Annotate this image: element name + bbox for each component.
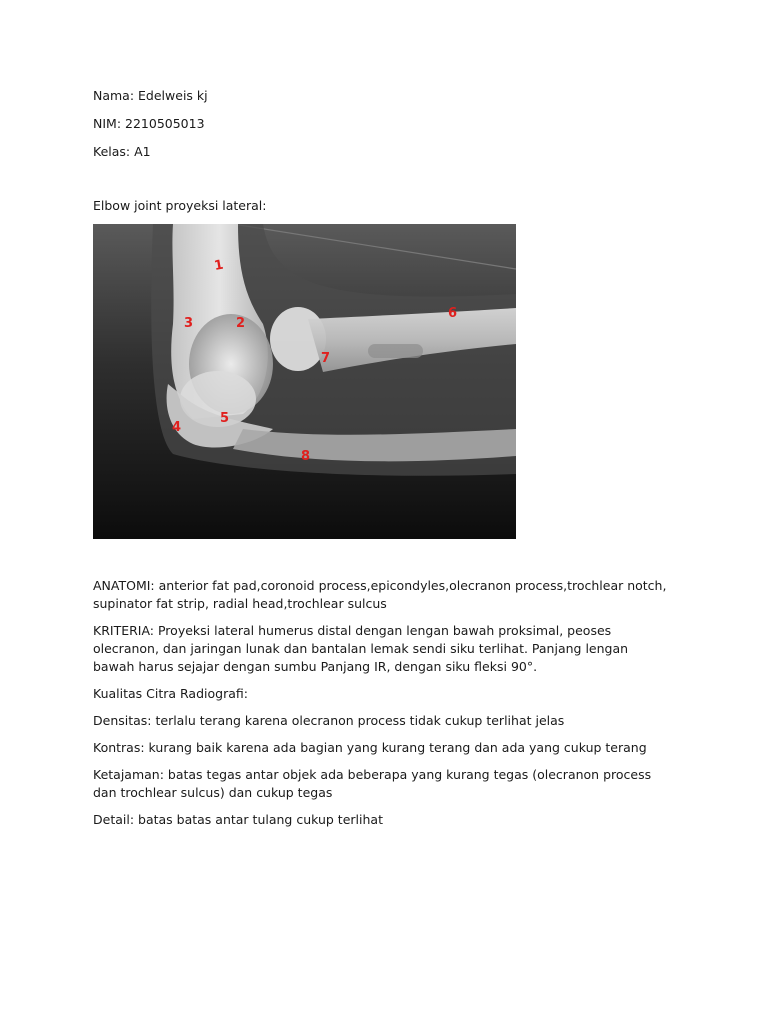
radius-tuberosity <box>368 344 423 358</box>
contrast-text: Kontras: kurang baik karena ada bagian yang kurang terang dan ada yang cukup terang <box>93 740 647 755</box>
sharpness-text: Ketajaman: batas tegas antar objek ada beberapa yang kurang tegas (olecranon process dan trochlear sulcus) dan cukup tegas <box>93 767 652 800</box>
section-title: Elbow joint proyeksi lateral: <box>93 198 267 213</box>
xray-label-4: 4 <box>172 420 182 435</box>
xray-label-5: 5 <box>220 411 230 426</box>
anatomy-text: ANATOMI: anterior fat pad,coronoid process,epicondyles,olecranon process,trochlear notch, supinator fat strip, radial head,trochlear sulcus <box>93 578 667 611</box>
student-name: Nama: Edelweis kj <box>93 88 208 103</box>
xray-label-3: 3 <box>184 316 194 331</box>
elbow-xray-image <box>93 224 516 539</box>
detail-text: Detail: batas batas antar tulang cukup terlihat <box>93 812 383 827</box>
xray-label-8: 8 <box>301 449 311 464</box>
student-class: Kelas: A1 <box>93 144 151 159</box>
xray-label-1: 1 <box>213 257 225 274</box>
xray-label-2: 2 <box>236 316 246 331</box>
density-text: Densitas: terlalu terang karena olecranon process tidak cukup terlihat jelas <box>93 713 565 728</box>
quality-heading: Kualitas Citra Radiografi: <box>93 686 248 701</box>
xray-label-6: 6 <box>448 306 458 321</box>
xray-label-7: 7 <box>321 351 331 366</box>
student-nim: NIM: 2210505013 <box>93 116 205 131</box>
criteria-text: KRITERIA: Proyeksi lateral humerus distal dengan lengan bawah proksimal, peoses olecranon, dan jaringan lunak dan bantalan lemak sendi siku terlihat. Panjang lengan bawah harus sejajar dengan sumbu Panjang IR, dengan siku fleksi 90°. <box>93 623 629 674</box>
